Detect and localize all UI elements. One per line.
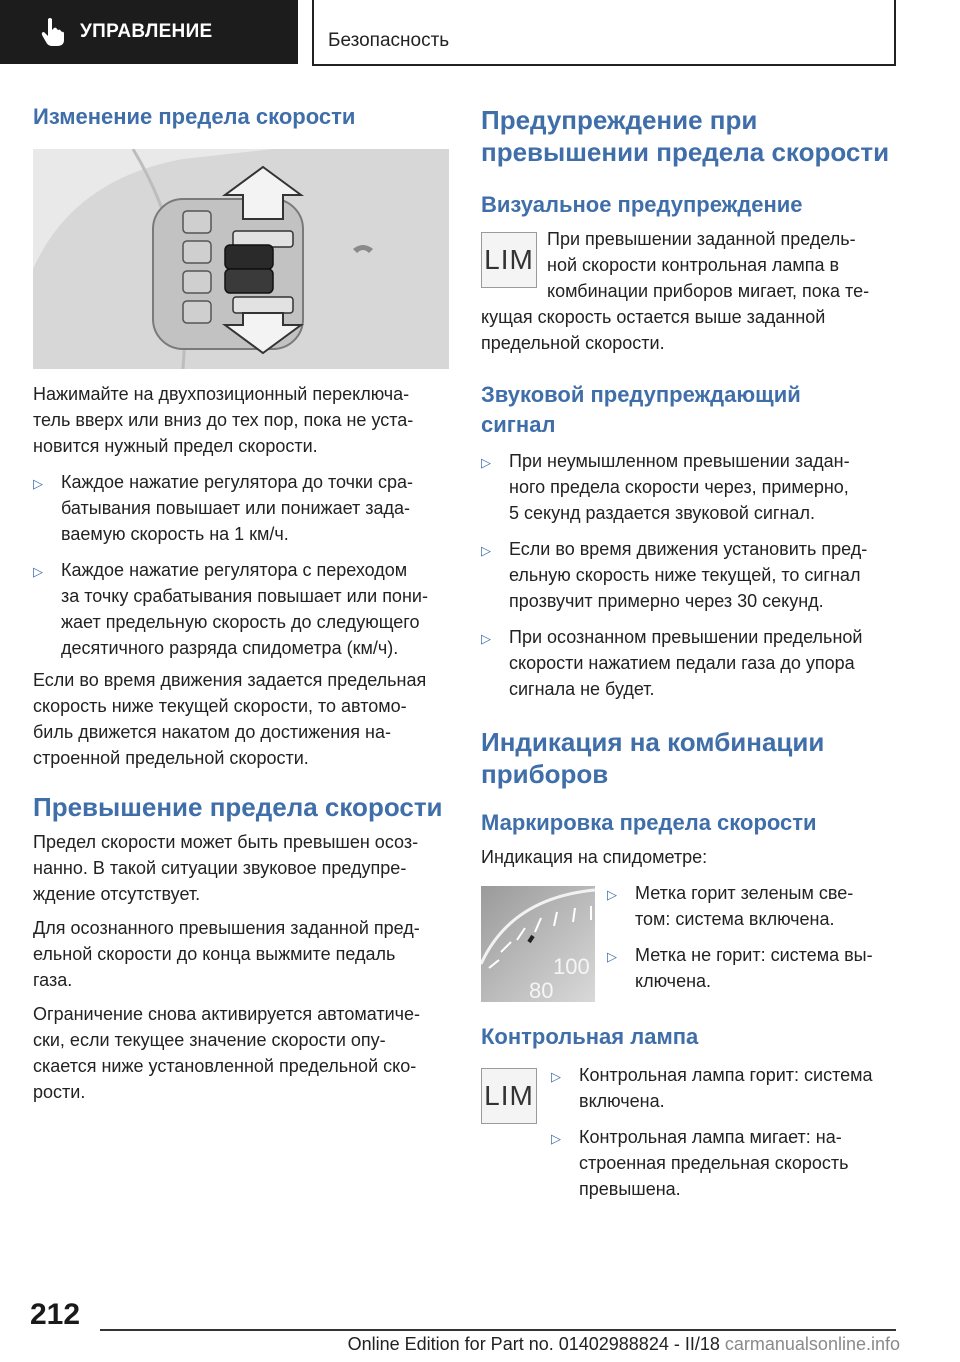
lim-indicator-icon bbox=[481, 1068, 537, 1124]
heading-visual-warning: Визуальное предупреждение bbox=[481, 192, 803, 217]
speedo-label-100: 100 bbox=[553, 954, 590, 979]
page-number: 212 bbox=[30, 1298, 81, 1331]
text-line: прозвучит примерно через 30 секунд. bbox=[509, 591, 824, 611]
text-line: Контрольная лампа горит: система bbox=[579, 1065, 873, 1085]
heading-change-limit: Изменение предела скорости bbox=[33, 104, 356, 129]
text-line: Метка горит зеленым све- bbox=[635, 883, 854, 903]
text-line: биль движется накатом до достижения на- bbox=[33, 722, 391, 742]
edition-text: Online Edition for Part no. 01402988824 - II/18 bbox=[347, 1334, 720, 1354]
text-line: При превышении заданной предель- bbox=[547, 229, 856, 249]
text-line: том: система включена. bbox=[635, 909, 835, 929]
list-item bbox=[481, 536, 901, 614]
heading-line: Звуковой предупреждающий bbox=[481, 382, 801, 407]
text-line: жает предельную скорость до следующего bbox=[61, 612, 420, 632]
footer-edition bbox=[300, 1334, 900, 1355]
text-line: ски, если текущее значение скорости опу- bbox=[33, 1030, 386, 1050]
text-exceed-how bbox=[33, 915, 449, 993]
heading-sound-warning bbox=[481, 380, 901, 440]
list-item bbox=[551, 1062, 901, 1114]
text-line: ключена. bbox=[635, 971, 712, 991]
list-item bbox=[607, 880, 901, 932]
text-line: включена. bbox=[579, 1091, 665, 1111]
steering-switch-illustration bbox=[33, 149, 449, 369]
text-line: При осознанном превышении предельной bbox=[509, 627, 863, 647]
triangle-bullet-icon: ▷ bbox=[551, 1131, 561, 1146]
visual-warning-text bbox=[547, 226, 869, 304]
heading-warning bbox=[481, 104, 901, 168]
text-line: ваемую скорость на 1 км/ч. bbox=[61, 524, 289, 544]
text-line: скается ниже установленной предельной ско- bbox=[33, 1056, 417, 1076]
text-line: новится нужный предел скорости. bbox=[33, 436, 318, 456]
chapter-tab[interactable] bbox=[0, 0, 298, 64]
text-line: строенной предельной скорости. bbox=[33, 748, 309, 768]
text-line: скорости нажатием педали газа до упора bbox=[509, 653, 855, 673]
text-line: газа. bbox=[33, 970, 73, 990]
right-column bbox=[481, 100, 901, 1199]
text-line: Нажимайте на двухпозиционный переключа- bbox=[33, 384, 410, 404]
text-line: предельной скорости. bbox=[481, 333, 665, 353]
triangle-bullet-icon: ▷ bbox=[551, 1069, 561, 1084]
speedo-marking-list bbox=[607, 880, 901, 994]
text-line: При неумышленном превышении задан- bbox=[509, 451, 850, 471]
section-box bbox=[312, 0, 896, 66]
text-line: комбинации приборов мигает, пока те- bbox=[547, 281, 870, 301]
heading-speed-marking: Маркировка предела скорости bbox=[481, 810, 817, 835]
triangle-bullet-icon: ▷ bbox=[481, 455, 491, 470]
text-line: ельной скорости до конца выжмите педаль bbox=[33, 944, 396, 964]
list-item bbox=[33, 469, 449, 547]
text-line: Если во время движения установить пред- bbox=[509, 539, 868, 559]
text-line: сигнала не будет. bbox=[509, 679, 655, 699]
heading-line: сигнал bbox=[481, 412, 556, 437]
left-column bbox=[33, 100, 449, 1105]
text-line: тель вверх или вниз до тех пор, пока не уста- bbox=[33, 410, 414, 430]
text-line: Ограничение снова активируется автоматиче- bbox=[33, 1004, 421, 1024]
text-line: Каждое нажатие регулятора до точки сра- bbox=[61, 472, 413, 492]
text-line: Контрольная лампа мигает: на- bbox=[579, 1127, 842, 1147]
triangle-bullet-icon: ▷ bbox=[481, 631, 491, 646]
text-line: Метка не горит: система вы- bbox=[635, 945, 873, 965]
list-item bbox=[481, 624, 901, 702]
text-line: батывания повышает или понижает зада- bbox=[61, 498, 411, 518]
text-line: Если во время движения задается предельная bbox=[33, 670, 427, 690]
speedometer-illustration bbox=[481, 886, 595, 1002]
lim-indicator-icon bbox=[481, 232, 537, 288]
text-line: за точку срабатывания повышает или пони- bbox=[61, 586, 428, 606]
chapter-label: УПРАВЛЕНИЕ bbox=[80, 21, 213, 42]
watermark-text: carmanualsonline.info bbox=[724, 1334, 900, 1354]
footer-divider bbox=[100, 1329, 896, 1331]
list-item bbox=[551, 1124, 901, 1202]
triangle-bullet-icon: ▷ bbox=[33, 564, 43, 579]
heading-line: Индикация на комбинации bbox=[481, 727, 825, 757]
text-line: скорость ниже текущей скорости, то автомо- bbox=[33, 696, 407, 716]
list-item bbox=[33, 557, 449, 661]
text-line: нанно. В такой ситуации звуковое предупре- bbox=[33, 858, 407, 878]
heading-exceed-limit: Превышение предела скорости bbox=[33, 792, 443, 822]
text-line: Каждое нажатие регулятора с переходом bbox=[61, 560, 408, 580]
text-line: Для осознанного превышения заданной пред- bbox=[33, 918, 420, 938]
text-reactivate bbox=[33, 1001, 449, 1105]
speedo-label-80: 80 bbox=[529, 978, 554, 1002]
visual-warning-block bbox=[481, 226, 901, 304]
speedometer-figure bbox=[481, 886, 595, 1002]
text-press-switch bbox=[33, 381, 449, 459]
text-line: ельную скорость ниже текущей, то сигнал bbox=[509, 565, 861, 585]
text-line: ждение отсутствует. bbox=[33, 884, 201, 904]
control-lamp-block bbox=[481, 1062, 901, 1199]
text-line: строенная предельная скорость bbox=[579, 1153, 849, 1173]
text-line: десятичного разряда спидометра (км/ч). bbox=[61, 638, 399, 658]
text-speedometer: Индикация на спидометре: bbox=[481, 847, 708, 867]
lim-label: LIM bbox=[484, 244, 534, 275]
triangle-bullet-icon: ▷ bbox=[33, 476, 43, 491]
heading-control-lamp: Контрольная лампа bbox=[481, 1024, 699, 1049]
text-exceed-intent bbox=[33, 829, 449, 907]
text-line: превышена. bbox=[579, 1179, 681, 1199]
lim-label: LIM bbox=[484, 1080, 534, 1111]
heading-line: приборов bbox=[481, 759, 609, 789]
list-item bbox=[481, 448, 901, 526]
text-line: ной скорости контрольная лампа в bbox=[547, 255, 840, 275]
speedo-marking-block bbox=[481, 880, 901, 1006]
heading-line: превышении предела скорости bbox=[481, 137, 890, 167]
text-line: ного предела скорости через, примерно, bbox=[509, 477, 849, 497]
heading-line: Предупреждение при bbox=[481, 105, 758, 135]
control-lamp-list bbox=[551, 1062, 901, 1202]
heading-instrument-display bbox=[481, 726, 901, 790]
text-line: Предел скорости может быть превышен осоз- bbox=[33, 832, 419, 852]
text-line: 5 секунд раздается звуковой сигнал. bbox=[509, 503, 815, 523]
visual-warning-text-cont bbox=[481, 304, 901, 356]
steering-switch-figure bbox=[33, 149, 449, 369]
text-line: кущая скорость остается выше заданной bbox=[481, 307, 826, 327]
text-coasting bbox=[33, 667, 449, 771]
page-header bbox=[0, 0, 960, 68]
triangle-bullet-icon: ▷ bbox=[607, 949, 617, 964]
triangle-bullet-icon: ▷ bbox=[481, 543, 491, 558]
triangle-bullet-icon: ▷ bbox=[607, 887, 617, 902]
hand-pointer-icon bbox=[40, 17, 66, 47]
text-line: рости. bbox=[33, 1082, 86, 1102]
section-label: Безопасность bbox=[328, 30, 450, 51]
list-item bbox=[607, 942, 901, 994]
